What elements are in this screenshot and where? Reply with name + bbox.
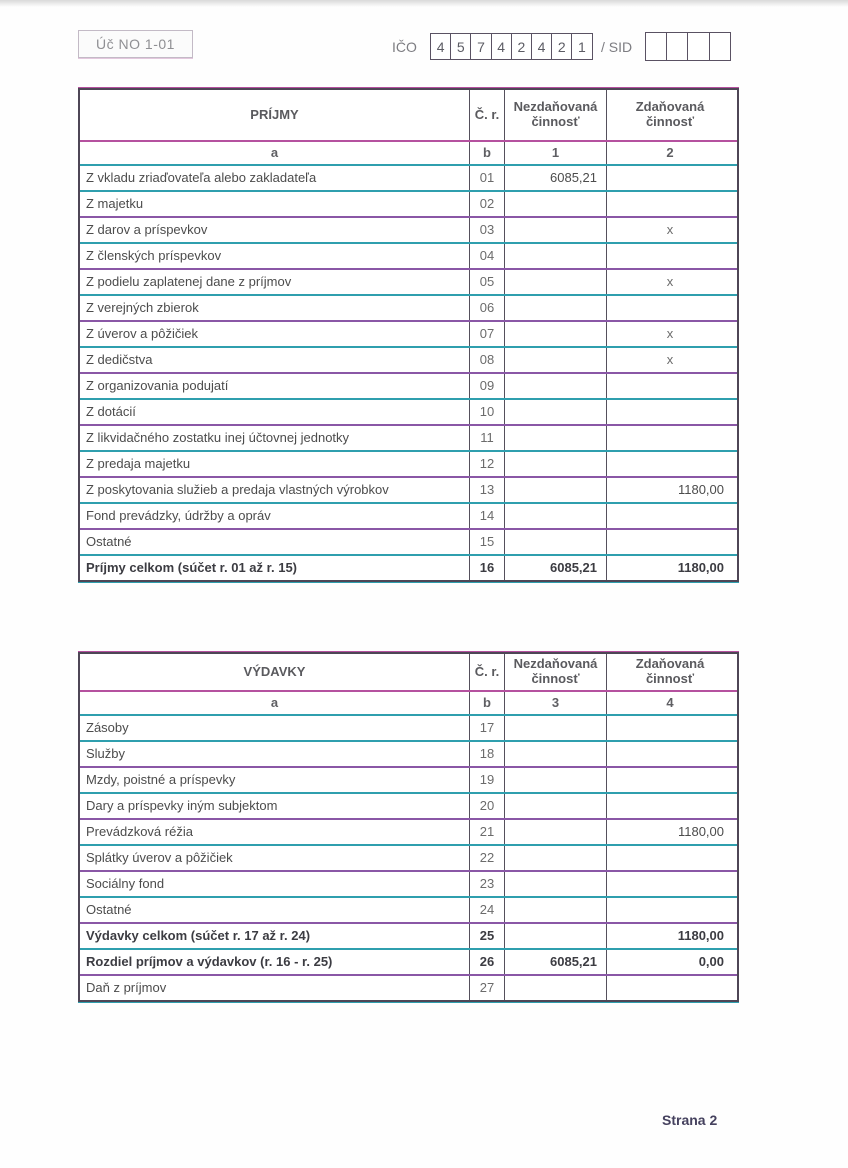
table-row — [80, 974, 737, 1000]
untaxed-value — [505, 400, 607, 424]
taxed-value — [607, 296, 733, 320]
table-row — [80, 896, 737, 922]
table-row — [80, 502, 737, 528]
row-number: 10 — [470, 400, 505, 424]
row-number: 08 — [470, 348, 505, 372]
subheader-3: 3 — [505, 692, 607, 714]
taxed-activity-column-header: Zdaňovaná činnosť — [635, 656, 705, 686]
row-number: 20 — [470, 794, 505, 818]
untaxed-value — [505, 192, 607, 216]
untaxed-value — [505, 452, 607, 476]
taxed-value — [607, 768, 733, 792]
table-row — [80, 870, 737, 896]
untaxed-value — [505, 478, 607, 502]
ico-digit: 4 — [431, 34, 451, 59]
row-label: Z darov a príspevkov — [80, 218, 470, 242]
untaxed-value — [505, 296, 607, 320]
sid-box — [646, 33, 667, 60]
row-number: 09 — [470, 374, 505, 398]
row-label: Z majetku — [80, 192, 470, 216]
untaxed-value — [505, 322, 607, 346]
untaxed-value: 6085,21 — [505, 166, 607, 190]
table-row — [80, 372, 737, 398]
untaxed-value — [505, 794, 607, 818]
row-number: 24 — [470, 898, 505, 922]
row-label: Daň z príjmov — [80, 976, 470, 1000]
row-label: Služby — [80, 742, 470, 766]
row-label: Z členských príspevkov — [80, 244, 470, 268]
table-row — [80, 320, 737, 346]
taxed-value: x — [666, 221, 674, 237]
ico-digit: 4 — [532, 34, 552, 59]
row-number: 27 — [470, 976, 505, 1000]
taxed-value — [607, 846, 733, 870]
table-row — [80, 242, 737, 268]
table-row — [80, 268, 737, 294]
taxed-value: x — [666, 325, 674, 341]
table-row — [80, 792, 737, 818]
untaxed-value — [505, 768, 607, 792]
ico-digit: 4 — [492, 34, 512, 59]
taxed-value — [607, 898, 733, 922]
row-number: 11 — [470, 426, 505, 450]
untaxed-value — [505, 504, 607, 528]
expense-table — [78, 652, 739, 1002]
row-label: Z verejných zbierok — [80, 296, 470, 320]
subheader-1: 1 — [505, 142, 607, 164]
row-number: 23 — [470, 872, 505, 896]
row-number: 14 — [470, 504, 505, 528]
row-number: 01 — [470, 166, 505, 190]
subheader-4: 4 — [666, 694, 674, 710]
table-row — [80, 740, 737, 766]
row-label: Prevádzková réžia — [80, 820, 470, 844]
row-label: Z predaja majetku — [80, 452, 470, 476]
row-label: Z poskytovania služieb a predaja vlastných výrobkov — [80, 478, 470, 502]
untaxed-value — [505, 898, 607, 922]
untaxed-value — [505, 976, 607, 1000]
taxed-value — [607, 374, 733, 398]
ico-digit-boxes — [430, 33, 593, 60]
expense-table-subheader — [80, 690, 737, 716]
taxed-value — [607, 716, 733, 740]
ico-digit: 2 — [552, 34, 572, 59]
income-title: PRÍJMY — [80, 90, 470, 140]
row-number: 03 — [470, 218, 505, 242]
form-code-label: Úč NO 1-01 — [96, 36, 175, 52]
table-row — [80, 528, 737, 554]
row-label: Ostatné — [80, 530, 470, 554]
sid-box — [688, 33, 709, 60]
row-label: Z dedičstva — [80, 348, 470, 372]
row-number-column-header: Č. r. — [470, 90, 505, 140]
table-row — [80, 424, 737, 450]
taxed-value — [607, 530, 733, 554]
taxed-value — [607, 742, 733, 766]
untaxed-value — [505, 820, 607, 844]
income-table-subheader — [80, 140, 737, 166]
row-label: Príjmy celkom (súčet r. 01 až r. 15) — [80, 556, 470, 580]
untaxed-value — [505, 348, 607, 372]
taxed-value — [607, 192, 733, 216]
row-number: 25 — [470, 924, 505, 948]
taxed-value: 1180,00 — [677, 481, 724, 497]
taxed-value: 0,00 — [698, 953, 724, 969]
table-row — [80, 294, 737, 320]
taxed-value — [607, 166, 733, 190]
sid-box — [667, 33, 688, 60]
table-row — [80, 766, 737, 792]
ico-digit: 5 — [451, 34, 471, 59]
row-number: 12 — [470, 452, 505, 476]
row-number: 06 — [470, 296, 505, 320]
row-label: Rozdiel príjmov a výdavkov (r. 16 - r. 25) — [80, 950, 470, 974]
table-row — [80, 716, 737, 740]
untaxed-value — [505, 374, 607, 398]
untaxed-value — [505, 426, 607, 450]
row-label: Výdavky celkom (súčet r. 17 až r. 24) — [80, 924, 470, 948]
row-number: 02 — [470, 192, 505, 216]
row-number: 21 — [470, 820, 505, 844]
row-label: Ostatné — [80, 898, 470, 922]
ico-label: IČO — [392, 39, 417, 55]
taxed-value — [607, 244, 733, 268]
taxed-value: x — [666, 273, 674, 289]
table-row — [80, 166, 737, 190]
subheader-a: a — [80, 142, 470, 164]
form-code-box — [78, 30, 193, 58]
row-number: 26 — [470, 950, 505, 974]
taxed-value — [607, 400, 733, 424]
untaxed-value: 6085,21 — [505, 950, 607, 974]
row-number: 17 — [470, 716, 505, 740]
table-row — [80, 948, 737, 974]
row-label: Fond prevádzky, údržby a opráv — [80, 504, 470, 528]
untaxed-value — [505, 270, 607, 294]
row-number: 05 — [470, 270, 505, 294]
untaxed-activity-column-header: Nezdaňovaná činnosť — [505, 654, 607, 690]
row-label: Dary a príspevky iným subjektom — [80, 794, 470, 818]
taxed-value — [607, 976, 733, 1000]
ico-digit: 7 — [471, 34, 491, 59]
table-row — [80, 476, 737, 502]
row-label: Zásoby — [80, 716, 470, 740]
row-number: 13 — [470, 478, 505, 502]
sid-box — [710, 33, 730, 60]
taxed-value: 1180,00 — [677, 559, 724, 575]
row-number: 15 — [470, 530, 505, 554]
row-number: 16 — [470, 556, 505, 580]
subheader-2: 2 — [666, 144, 674, 160]
row-number: 19 — [470, 768, 505, 792]
taxed-value — [607, 504, 733, 528]
subheader-a: a — [80, 692, 470, 714]
table-row — [80, 190, 737, 216]
taxed-activity-column-header: Zdaňovaná činnosť — [635, 99, 705, 129]
income-table — [78, 88, 739, 582]
ico-digit: 2 — [512, 34, 532, 59]
row-number: 22 — [470, 846, 505, 870]
table-row — [80, 216, 737, 242]
taxed-value — [607, 872, 733, 896]
untaxed-value — [505, 218, 607, 242]
taxed-value: 1180,00 — [677, 823, 724, 839]
untaxed-value — [505, 872, 607, 896]
row-label: Z vkladu zriaďovateľa alebo zakladateľa — [80, 166, 470, 190]
untaxed-value — [505, 846, 607, 870]
table-row — [80, 450, 737, 476]
untaxed-value: 6085,21 — [505, 556, 607, 580]
expense-table-header — [80, 654, 737, 690]
row-number: 04 — [470, 244, 505, 268]
row-label: Sociálny fond — [80, 872, 470, 896]
table-row — [80, 346, 737, 372]
table-row — [80, 844, 737, 870]
taxed-value — [607, 794, 733, 818]
table-row — [80, 398, 737, 424]
row-number: 18 — [470, 742, 505, 766]
income-table-header — [80, 90, 737, 140]
taxed-value — [607, 452, 733, 476]
row-label: Z organizovania podujatí — [80, 374, 470, 398]
untaxed-value — [505, 742, 607, 766]
page-number: Strana 2 — [662, 1112, 718, 1128]
income-table-body — [80, 166, 737, 580]
expense-table-body — [80, 716, 737, 1000]
subheader-b: b — [470, 692, 505, 714]
table-row — [80, 554, 737, 580]
row-number: 07 — [470, 322, 505, 346]
taxed-value: x — [666, 351, 674, 367]
taxed-value — [607, 426, 733, 450]
row-label: Z dotácií — [80, 400, 470, 424]
untaxed-activity-column-header: Nezdaňovaná činnosť — [505, 90, 607, 140]
untaxed-value — [505, 530, 607, 554]
row-label: Z úverov a pôžičiek — [80, 322, 470, 346]
untaxed-value — [505, 244, 607, 268]
sid-label: / SID — [601, 39, 633, 55]
table-row — [80, 922, 737, 948]
row-label: Z podielu zaplatenej dane z príjmov — [80, 270, 470, 294]
untaxed-value — [505, 716, 607, 740]
taxed-value: 1180,00 — [677, 927, 724, 943]
row-label: Mzdy, poistné a príspevky — [80, 768, 470, 792]
table-row — [80, 818, 737, 844]
row-number-column-header: Č. r. — [470, 654, 505, 690]
ico-digit: 1 — [578, 38, 586, 55]
subheader-b: b — [470, 142, 505, 164]
row-label: Splátky úverov a pôžičiek — [80, 846, 470, 870]
untaxed-value — [505, 924, 607, 948]
sid-boxes — [645, 32, 731, 61]
row-label: Z likvidačného zostatku inej účtovnej jednotky — [80, 426, 470, 450]
expense-title: VÝDAVKY — [80, 654, 470, 690]
